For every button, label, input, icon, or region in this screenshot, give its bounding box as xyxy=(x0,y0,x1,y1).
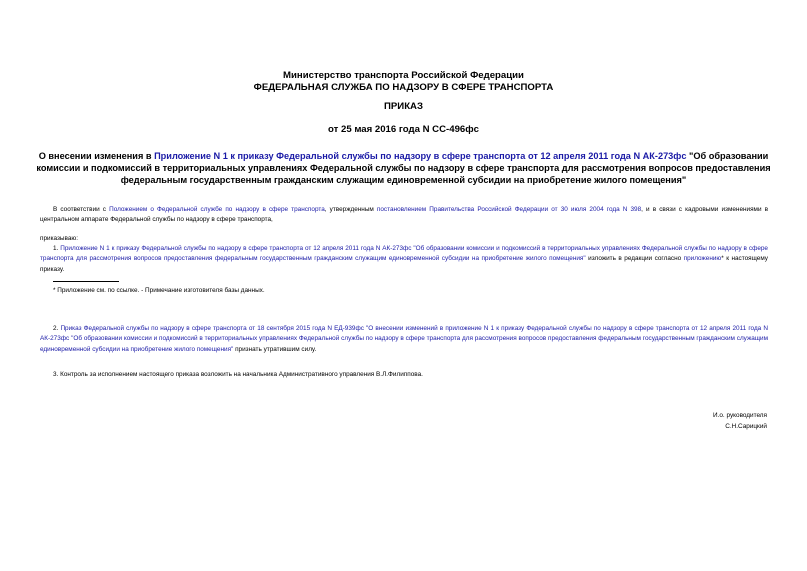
item1-text-a: изложить в редакции согласно xyxy=(585,255,684,263)
signature-name: С.Н.Сарицкий xyxy=(725,423,767,430)
preamble-text-c: , и в связи с кадровыми изменениями в центральном аппарате Федеральной службы по надзору в сфере транспорта, xyxy=(40,206,769,224)
item2-number: 2. xyxy=(53,325,61,332)
paragraph-item-1 xyxy=(40,244,768,275)
paragraph-preamble xyxy=(40,205,768,226)
preamble-text-b: , утвержденным xyxy=(324,206,377,213)
document-date-number: от 25 мая 2016 года N СС-496фс xyxy=(328,124,479,135)
signature-block xyxy=(713,410,767,432)
signature-position: И.о. руководителя xyxy=(713,412,767,419)
ministry-name: Министерство транспорта Российской Федерации xyxy=(283,70,524,81)
link-order-ed-939[interactable]: Приказ Федеральной службы по надзору в сфере транспорта от 18 сентября 2015 года N ЕД-939фс "О внесении изменений в приложение N 1 к приказу Федеральной службы по надзору в сфере транспорта от 12 апреля 2011 года N АК-273фс "Об образовании комиссии и подкомиссий в территориальных управлениях Федеральной службы по надзору в сфере транспорта для рассмотрения вопросов предоставления федеральным государственным гражданским служащим единовременной субсидии на приобретение жилого помещения" xyxy=(40,325,768,353)
item1-text-b: * к настоящему приказу. xyxy=(40,255,769,273)
link-regulation[interactable]: Положением о Федеральной службе по надзору в сфере транспорта xyxy=(109,206,325,213)
footnote-divider xyxy=(53,281,119,282)
link-appendix[interactable]: приложению xyxy=(683,255,722,263)
service-name: ФЕДЕРАЛЬНАЯ СЛУЖБА ПО НАДЗОРУ В СФЕРЕ ТРАНСПОРТА xyxy=(253,82,554,93)
item2-text: признать утратившим силу. xyxy=(233,345,317,353)
footnote: * Приложение см. по ссылке. - Примечание изготовителя базы данных. xyxy=(53,287,265,294)
paragraph-item-2 xyxy=(40,324,768,355)
title-suffix: "Об образовании комиссии и подкомиссий в территориальных управлениях Федеральной службы по надзору в сфере транспорта для рассмотрения вопросов предоставления федеральным государственным гражданским служащим единовременной субсидии на приобретение жилого помещения" xyxy=(36,151,771,186)
title-prefix: О внесении изменения в xyxy=(38,151,155,161)
preamble-text-a: В соответствии с xyxy=(53,206,110,213)
order-word: приказываю: xyxy=(40,235,78,242)
item1-number: 1. xyxy=(53,245,61,252)
paragraph-item-3: 3. Контроль за исполнением настоящего приказа возложить на начальника Административного управления В.Л.Филиппова. xyxy=(53,371,423,378)
link-government-decree[interactable]: постановлением Правительства Российской Федерации от 30 июля 2004 года N 398 xyxy=(376,206,642,213)
link-appendix-1[interactable]: Приложение N 1 к приказу Федеральной службы по надзору в сфере транспорта от 12 апреля 2011 года N АК-273фс "Об образовании комиссии и подкомиссий в территориальных управлениях Федеральной службы по надзору в сфере транспорта для рассмотрения вопросов предоставления федеральным государственным гражданским служащим единовременной субсидии на приобретение жилого помещения" xyxy=(40,245,768,263)
document-type: ПРИКАЗ xyxy=(384,101,423,112)
title-link[interactable]: Приложение N 1 к приказу Федеральной службы по надзору в сфере транспорта от 12 апреля 2011 года N АК-273фс xyxy=(154,151,687,161)
document-title xyxy=(36,150,771,187)
